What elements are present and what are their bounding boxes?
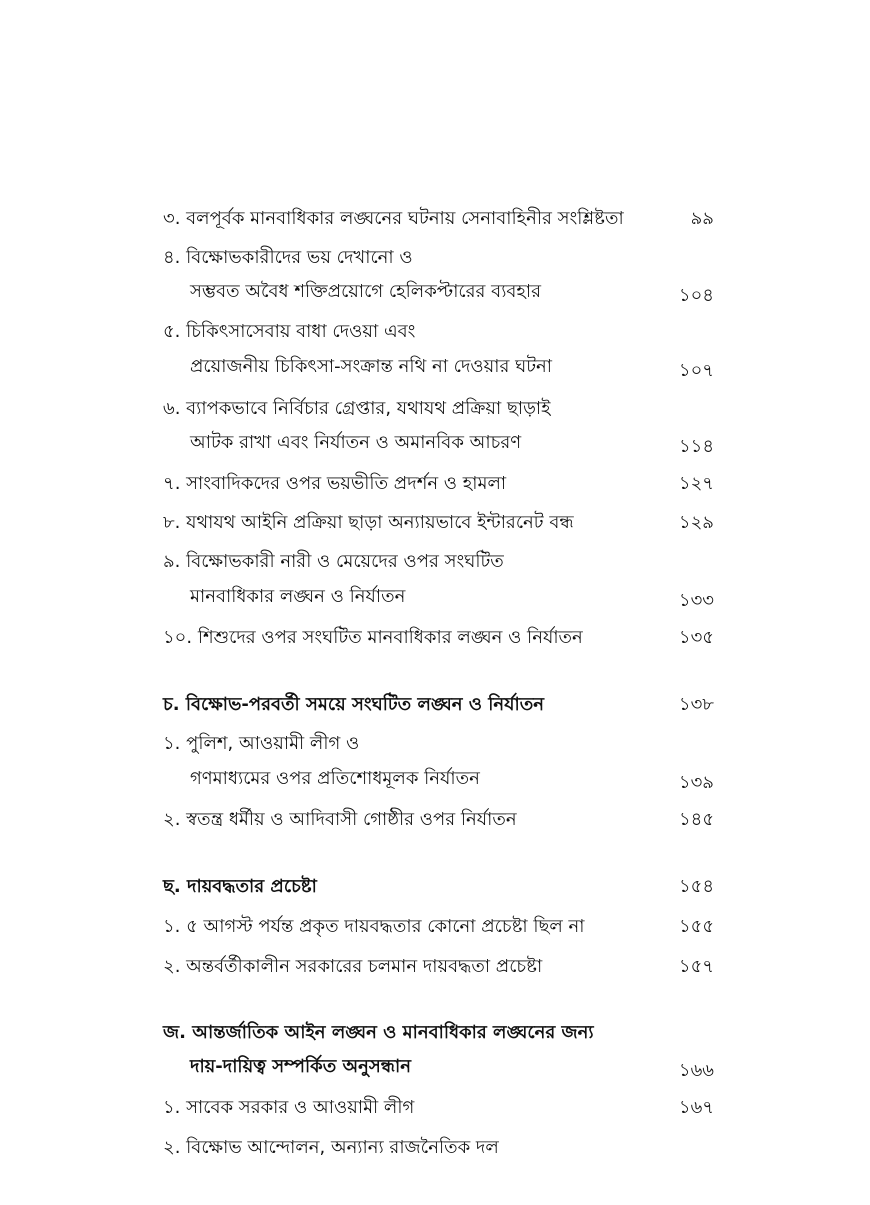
toc-entry-line: ২. বিক্ষোভ আন্দোলন, অন্যান্য রাজনৈতিক দল xyxy=(163,1137,499,1158)
toc-entry-line: ১. সাবেক সরকার ও আওয়ামী লীগ xyxy=(163,1097,415,1118)
toc-entry-line: ২. অন্তর্বর্তীকালীন সরকারের চলমান দায়বদ্ধতা প্রচেষ্টা xyxy=(163,956,543,977)
toc-page-number: ১৪৫ xyxy=(678,809,714,830)
toc-page-number: ১৩৮ xyxy=(678,694,714,715)
toc-page-number: ১২৭ xyxy=(678,473,714,494)
toc-entry-line: দায়-দায়িত্ব সম্পর্কিত অনুসন্ধান xyxy=(190,1056,411,1077)
toc-entry-line: ৭. সাংবাদিকদের ওপর ভয়ভীতি প্রদর্শন ও হামলা xyxy=(163,473,507,494)
toc-entry-line: ৩. বলপূর্বক মানবাধিকার লঙ্ঘনের ঘটনায় সেনাবাহিনীর সংশ্লিষ্টতা xyxy=(163,208,624,229)
toc-entry-line: ছ. দায়বদ্ধতার প্রচেষ্টা xyxy=(163,876,317,897)
toc-entry-line: ১. পুলিশ, আওয়ামী লীগ ও xyxy=(163,733,360,754)
toc-entry-line: ৬. ব্যাপকভাবে নির্বিচার গ্রেপ্তার, যথাযথ প্রক্রিয়া ছাড়াই xyxy=(163,398,551,419)
toc-entry-line: ৪. বিক্ষোভকারীদের ভয় দেখানো ও xyxy=(163,247,413,268)
toc-page-number: ১০৪ xyxy=(678,285,714,306)
toc-page-number: ১৩৩ xyxy=(678,590,714,611)
toc-page-number: ১০৭ xyxy=(678,360,714,381)
toc-page-number: ১৫৪ xyxy=(678,876,714,897)
toc-entry-line: আটক রাখা এবং নির্যাতন ও অমানবিক আচরণ xyxy=(190,432,522,453)
toc-entry-line: ১০. শিশুদের ওপর সংঘটিত মানবাধিকার লঙ্ঘন ও নির্যাতন xyxy=(163,627,583,648)
toc-page-number: ১৩৯ xyxy=(678,772,714,793)
toc-page-number: ১১৪ xyxy=(678,436,714,457)
toc-entry-line: ২. স্বতন্ত্র ধর্মীয় ও আদিবাসী গোষ্ঠীর ওপর নির্যাতন xyxy=(163,809,517,830)
toc-entry-line: সম্ভবত অবৈধ শক্তিপ্রয়োগে হেলিকপ্টারের ব্যবহার xyxy=(190,281,542,302)
toc-entry-line: ৯. বিক্ষোভকারী নারী ও মেয়েদের ওপর সংঘটিত xyxy=(163,551,504,572)
toc-entry-line: গণমাধ্যমের ওপর প্রতিশোধমূলক নির্যাতন xyxy=(190,768,480,789)
toc-entry-line: জ. আন্তর্জাতিক আইন লঙ্ঘন ও মানবাধিকার লঙ্ঘনের জন্য xyxy=(163,1022,594,1043)
toc-page-number: ১৬৭ xyxy=(678,1097,714,1118)
toc-entry-line: ৫. চিকিৎসাসেবায় বাধা দেওয়া এবং xyxy=(163,321,416,342)
toc-page-number: ৯৯ xyxy=(690,208,714,229)
toc-entry-line: চ. বিক্ষোভ-পরবর্তী সময়ে সংঘটিত লঙ্ঘন ও নির্যাতন xyxy=(163,694,544,715)
toc-page-number: ১৩৫ xyxy=(678,627,714,648)
toc-entry-line: ৮. যথাযথ আইনি প্রক্রিয়া ছাড়া অন্যায়ভাবে ইন্টারনেট বন্ধ xyxy=(163,512,574,533)
toc-page-number: ১৫৫ xyxy=(678,916,714,937)
toc-entry-line: মানবাধিকার লঙ্ঘন ও নির্যাতন xyxy=(190,586,406,607)
toc-entry-line: ১. ৫ আগস্ট পর্যন্ত প্রকৃত দায়বদ্ধতার কোনো প্রচেষ্টা ছিল না xyxy=(163,916,585,937)
toc-entry-line: প্রয়োজনীয় চিকিৎসা-সংক্রান্ত নথি না দেওয়ার ঘটনা xyxy=(190,356,552,377)
toc-page-number: ১৬৬ xyxy=(678,1060,714,1081)
toc-page-number: ১২৯ xyxy=(678,512,714,533)
toc-page-number: ১৫৭ xyxy=(678,956,714,977)
